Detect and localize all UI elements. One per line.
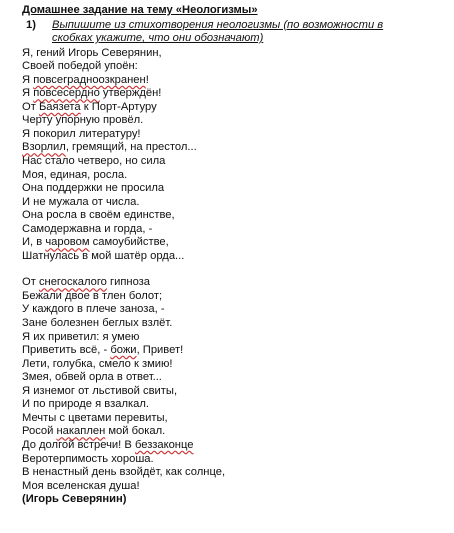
poem-text: Я изнемог от льстивой свиты, bbox=[22, 384, 178, 397]
poem-text: к Порт-Артуру bbox=[80, 100, 157, 113]
poem-line bbox=[22, 236, 448, 250]
poem-line bbox=[22, 303, 448, 317]
poem-text: Веротерпимость хороша. bbox=[22, 452, 154, 465]
poem-text: И, в bbox=[22, 236, 46, 249]
poem-text: Своей победой упоён: bbox=[22, 60, 138, 73]
poem-text: , гремящий, на престол... bbox=[65, 141, 197, 154]
poem-text: , Привет! bbox=[136, 344, 184, 357]
poem-text: Я, гений Игорь Северянин, bbox=[22, 46, 162, 59]
poem-line bbox=[22, 209, 448, 223]
poem-text: И по природе я взалкал. bbox=[22, 398, 149, 411]
poem-line bbox=[22, 114, 448, 128]
poem-line bbox=[22, 276, 448, 290]
poem-line bbox=[22, 128, 448, 142]
poem-text: Я bbox=[22, 73, 34, 86]
poem-text: Я покорил литературу! bbox=[22, 127, 141, 140]
neologism-word: повсеградноозкранен bbox=[33, 73, 146, 86]
neologism-word: накаплен bbox=[56, 425, 106, 438]
poem-line bbox=[22, 47, 448, 61]
poem-text: Я bbox=[22, 87, 34, 100]
poem-text: Лети, голубка, смело к змию! bbox=[22, 357, 173, 370]
task-instruction-line: скобках укажите, что они обозначают) bbox=[52, 32, 264, 45]
poem-line bbox=[22, 412, 448, 426]
poem-line bbox=[22, 141, 448, 155]
poem-text: Моя, единая, росла. bbox=[22, 168, 128, 181]
poem-line bbox=[22, 169, 448, 183]
neologism-word: Баязета bbox=[38, 100, 81, 113]
document-title: Домашнее задание на тему «Неологизмы» bbox=[22, 4, 258, 16]
poem-text: Нас стало четверо, но сила bbox=[22, 155, 166, 168]
poem-line bbox=[22, 87, 448, 101]
poem-line bbox=[22, 331, 448, 345]
neologism-word: беззаконце bbox=[134, 438, 194, 451]
poem-text: утверждён! bbox=[99, 87, 162, 100]
poem-text: ! bbox=[145, 73, 149, 86]
poem-text: Моя вселенская душа! bbox=[22, 479, 140, 492]
poem-line bbox=[22, 60, 448, 74]
poem-line bbox=[22, 155, 448, 169]
poem-text: гипноза bbox=[106, 276, 151, 289]
poem-text: У каждого в плече заноза, - bbox=[22, 303, 165, 316]
poem-text: И не мужала от числа. bbox=[22, 195, 140, 208]
poem-line bbox=[22, 74, 448, 88]
poem-text: Мечты с цветами перевиты, bbox=[22, 411, 168, 424]
poem-line bbox=[22, 101, 448, 115]
poem-stanza-1 bbox=[22, 47, 448, 264]
poem-text: Самодержавна и горда, - bbox=[22, 222, 153, 235]
task-instruction-line: Выпишите из стихотворения неологизмы (по возможности в bbox=[52, 18, 384, 31]
poem-line bbox=[22, 480, 448, 494]
poem-line bbox=[22, 453, 448, 467]
poem-author: (Игорь Северянин) bbox=[22, 493, 127, 506]
poem-line bbox=[22, 290, 448, 304]
task-number: 1) bbox=[26, 18, 36, 31]
poem-text: мой бокал. bbox=[105, 425, 166, 438]
poem-line bbox=[22, 371, 448, 385]
poem-text: Я их приветил: я умею bbox=[22, 330, 140, 343]
poem-text: самоубийстве, bbox=[89, 236, 169, 249]
poem-line bbox=[22, 425, 448, 439]
poem-text: От bbox=[22, 276, 39, 289]
poem-text: Змея, обвей орла в ответ... bbox=[22, 371, 162, 384]
poem-line bbox=[22, 223, 448, 237]
neologism-word: снегоскалого bbox=[38, 276, 107, 289]
poem-text: Она росла в своём единстве, bbox=[22, 209, 175, 222]
poem-line bbox=[22, 439, 448, 453]
neologism-word: божи bbox=[110, 344, 137, 357]
poem-line bbox=[22, 385, 448, 399]
poem-text: До долгой встречи! В bbox=[22, 438, 135, 451]
poem-line bbox=[22, 398, 448, 412]
poem-line bbox=[22, 196, 448, 210]
poem-text: Шатнулась в мой шатёр орда... bbox=[22, 249, 185, 262]
poem-line bbox=[22, 466, 448, 480]
poem-text: От bbox=[22, 100, 39, 113]
poem-line bbox=[22, 358, 448, 372]
task-item bbox=[22, 19, 448, 46]
poem-text: Бежали двое в тлен болот; bbox=[22, 289, 163, 302]
task-instruction bbox=[52, 19, 383, 46]
poem-line bbox=[22, 344, 448, 358]
poem-line bbox=[22, 182, 448, 196]
poem-line bbox=[22, 317, 448, 331]
neologism-word: повсесердно bbox=[33, 87, 100, 100]
neologism-word: чаровом bbox=[45, 236, 90, 249]
poem-text: Росой bbox=[22, 425, 57, 438]
poem-text: Черту упорную провёл. bbox=[22, 114, 144, 127]
poem-text: В ненастный день взойдёт, как солнце, bbox=[22, 466, 226, 479]
poem-line bbox=[22, 250, 448, 264]
poem-stanza-2 bbox=[22, 276, 448, 493]
poem-text: Приветить всё, - bbox=[22, 344, 111, 357]
poem-text: Зане болезнен беглых взлёт. bbox=[22, 317, 173, 330]
neologism-word: Взорлил bbox=[22, 141, 66, 154]
poem-text: Она поддержки не просила bbox=[22, 182, 165, 195]
